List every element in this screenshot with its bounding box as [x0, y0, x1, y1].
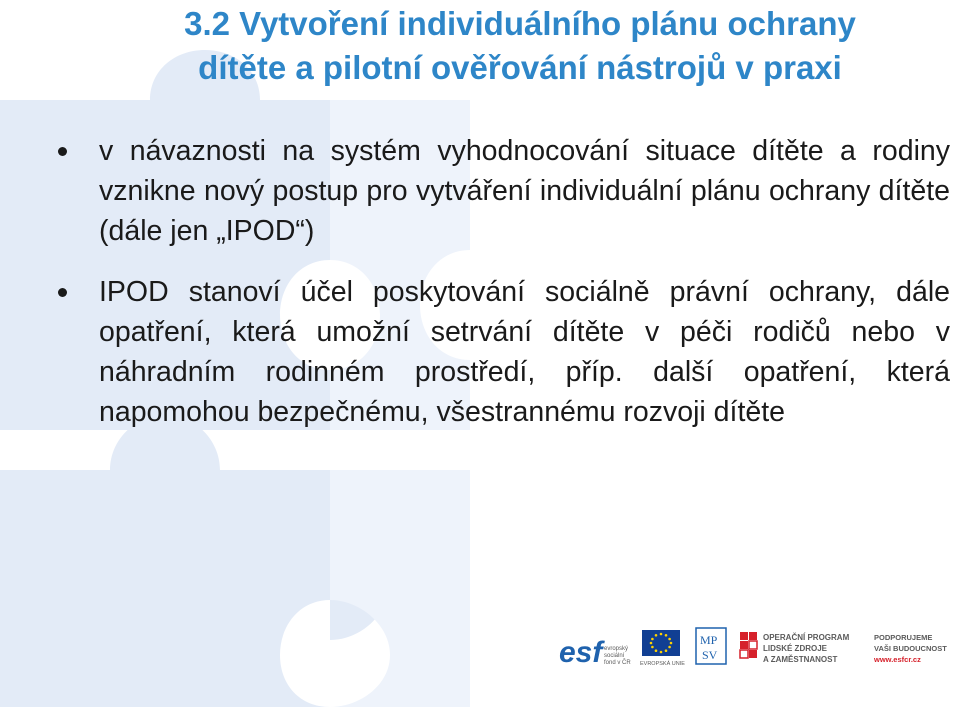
support-url: www.esfcr.cz: [874, 655, 921, 664]
esf-caption-line-2: sociální: [604, 653, 625, 659]
oplzz-line-3: A ZAMĚSTNANOST: [763, 655, 838, 664]
esf-caption-line-1: evropský: [604, 646, 629, 652]
esf-logo: [558, 628, 631, 669]
oplzz-line-1: OPERAČNÍ PROGRAM: [763, 633, 850, 642]
esf-logo-text: esf: [559, 636, 603, 669]
bullet-text-1: v návaznosti na systém vyhodnocování situace dítěte a rodiny vznikne nový postup pro vytváření individuální plánu ochrany dítěte (dále jen „IPOD“): [99, 135, 950, 247]
bullet-dot-icon: [58, 288, 67, 297]
oplzz-line-2: LIDSKÉ ZDROJE: [763, 644, 828, 653]
oplzz-logo: [740, 632, 850, 664]
footer-logo-bar: [556, 622, 960, 676]
bullet-list: [0, 131, 960, 432]
bullet-item-1: [0, 131, 950, 251]
support-line-1: PODPORUJEME: [874, 633, 933, 642]
mpsv-line-1: MP: [700, 633, 718, 647]
support-slogan: [873, 633, 947, 664]
bullet-item-2: [0, 272, 950, 432]
bullet-dot-icon: [58, 147, 67, 156]
mpsv-logo: [696, 628, 726, 664]
eu-flag-icon: [640, 630, 685, 667]
slide-title-line-2: dítěte a pilotní ověřování nástrojů v praxi: [198, 49, 842, 86]
support-line-2: VAŠI BUDOUCNOST: [874, 644, 947, 653]
slide-title: [100, 2, 940, 90]
slide-title-line-1: 3.2 Vytvoření individuálního plánu ochrany: [184, 5, 856, 42]
esf-caption-line-3: fond v ČR: [604, 660, 631, 666]
mpsv-line-2: SV: [702, 648, 718, 662]
eu-caption: EVROPSKÁ UNIE: [640, 661, 685, 667]
bullet-text-2: IPOD stanoví účel poskytování sociálně právní ochrany, dále opatření, která umožní setrvání dítěte v péči rodičů nebo v náhradním rodinném prostředí, příp. další opatření, která napomohou bezpečnému, všestrannému rozvoji dítěte: [99, 276, 950, 428]
